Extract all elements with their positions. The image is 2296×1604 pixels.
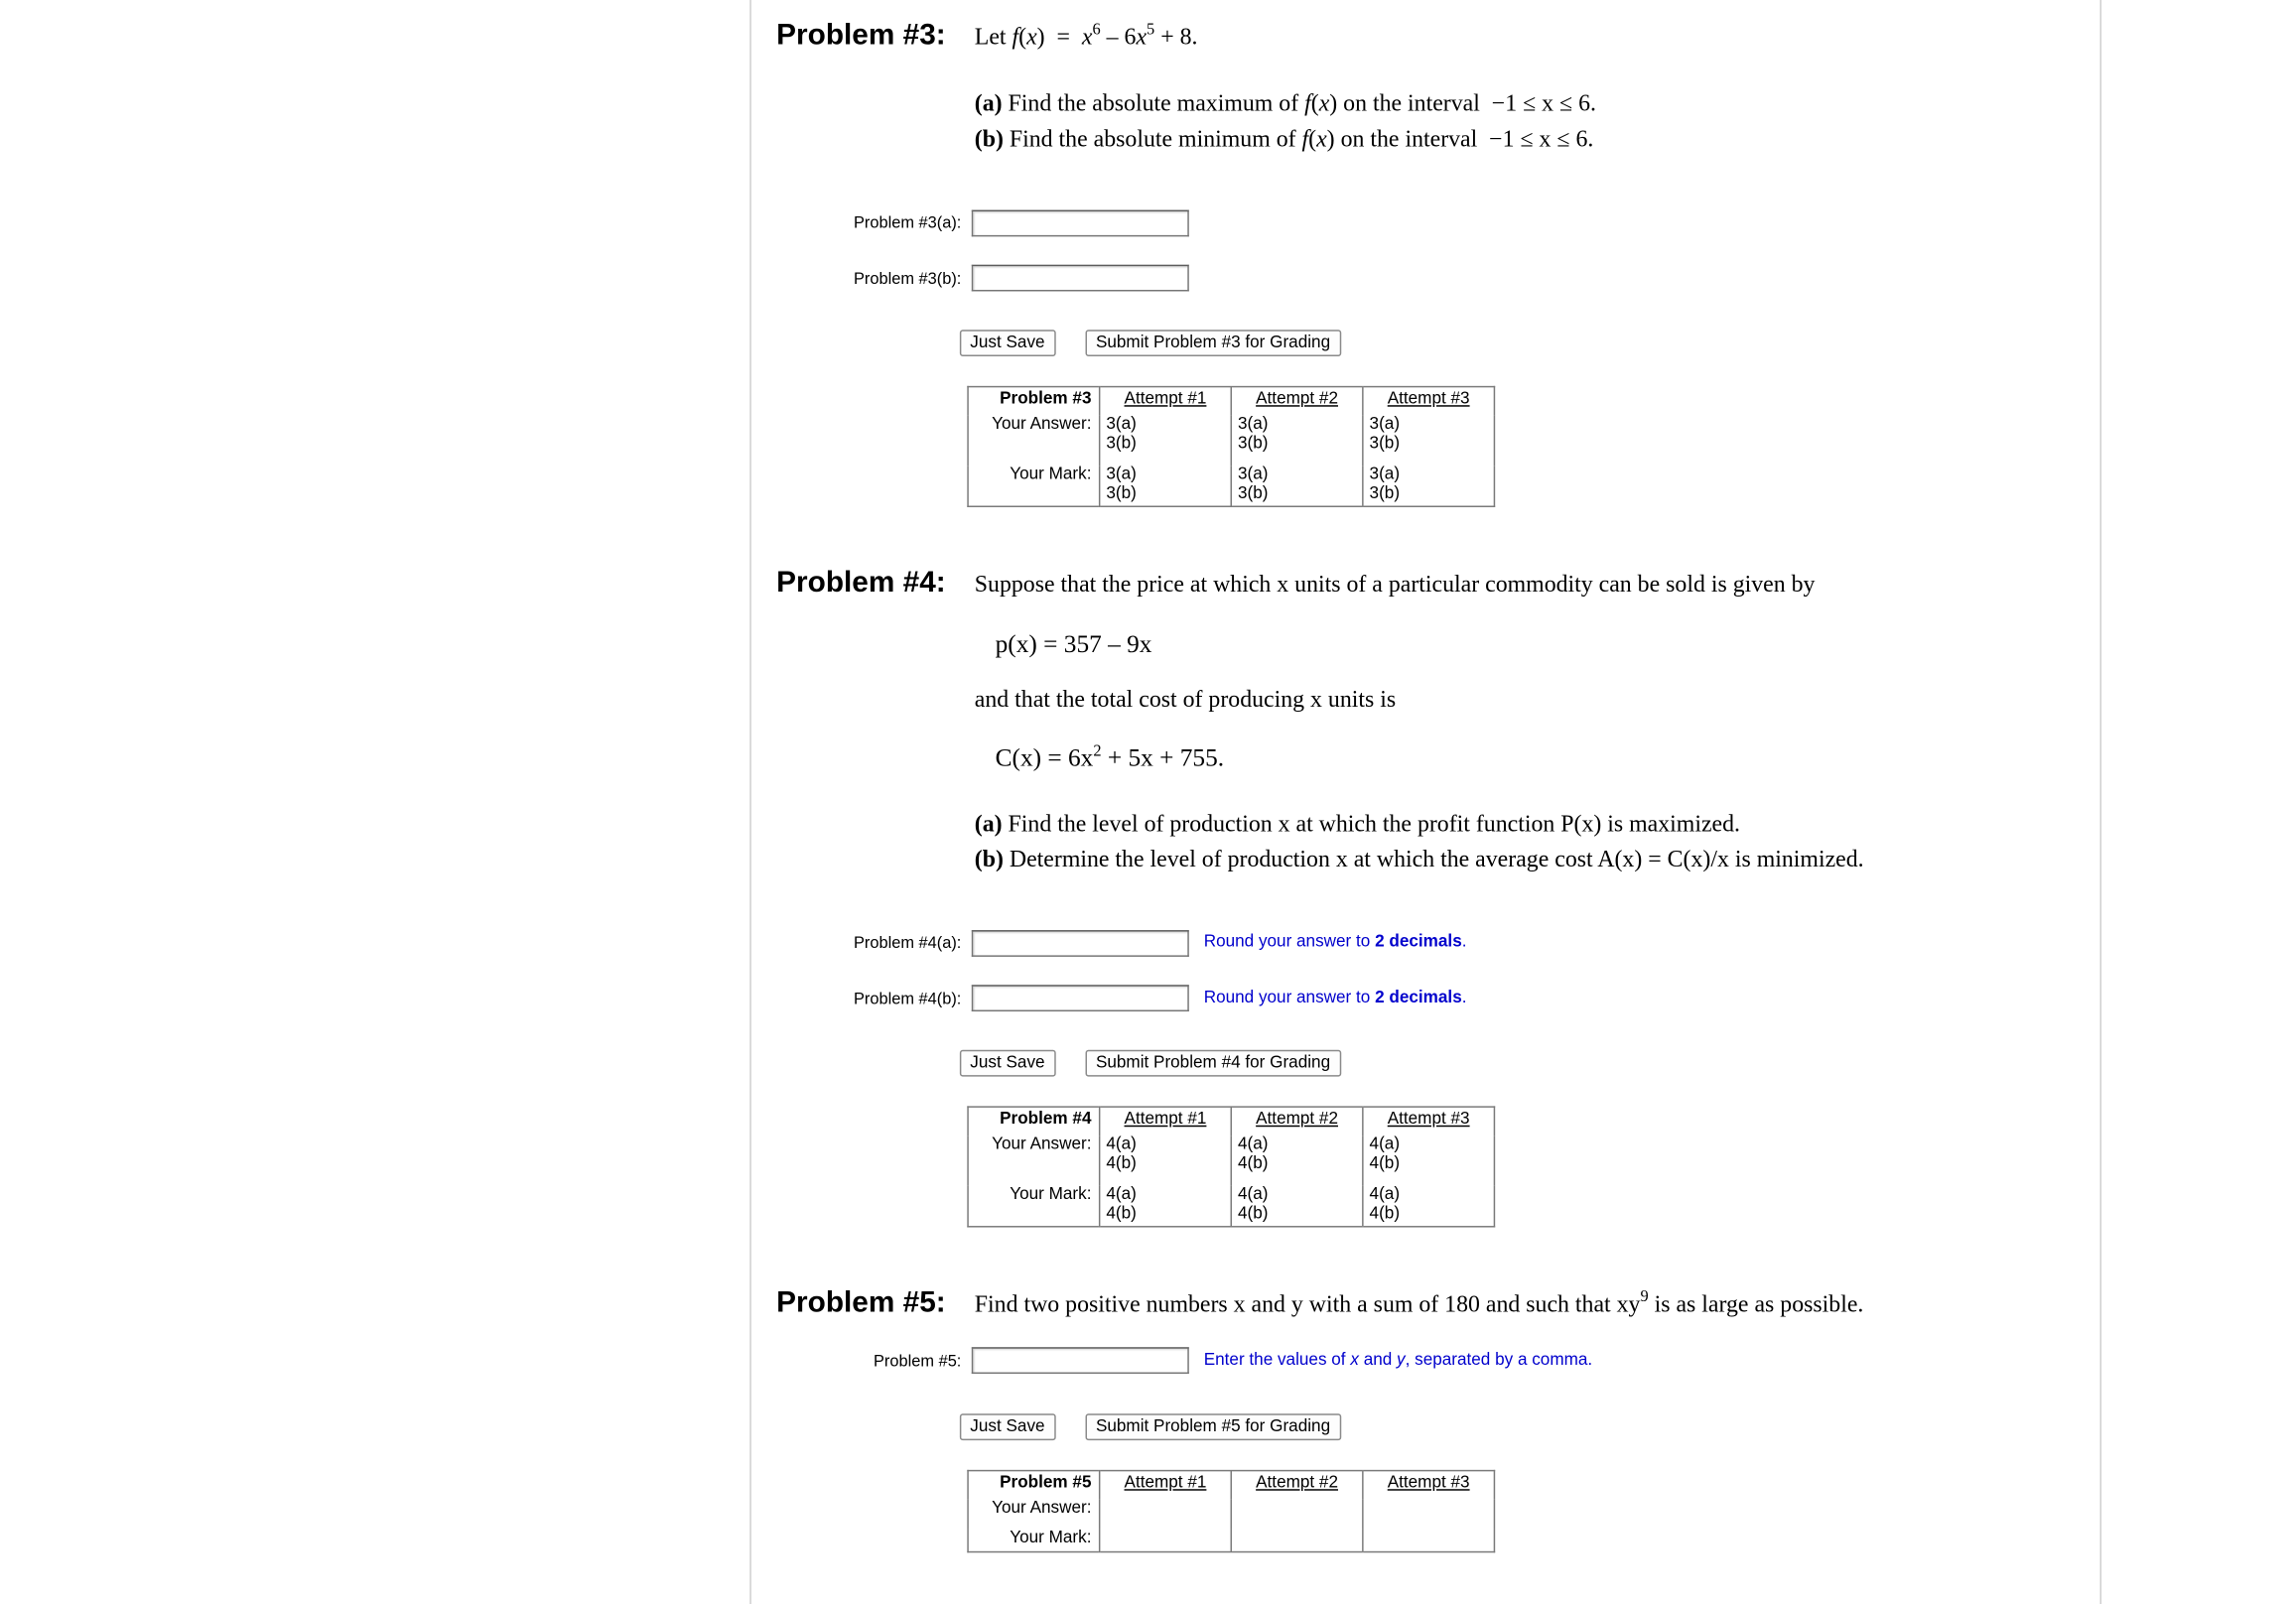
problem-4-title-label: Problem #4: — [776, 566, 946, 600]
problem-5-hint-y: y — [1397, 1351, 1406, 1370]
problem-3-part-b-text: Find the absolute minimum of — [1009, 127, 1296, 153]
problem-3-intro: Let — [974, 25, 1007, 51]
problem-4a-label — [0, 935, 961, 953]
problem-3-attempt-2-mark-a: 3(a) — [1237, 465, 1269, 483]
problem-3-part-b-interval: −1 ≤ x ≤ 6. — [1489, 127, 1594, 153]
problem-3-attempt-2-answer-a: 3(a) — [1237, 414, 1269, 433]
problem-3-part-a-interval-label: on the interval — [1343, 91, 1480, 117]
problem-4-cost-equation — [996, 743, 1224, 773]
problem-3-part-b: (b) Find the absolute minimum of f(x) on the interval −1 ≤ x ≤ 6. — [974, 127, 1594, 153]
problem-5-just-save-button[interactable]: Just Save — [960, 1413, 1055, 1440]
content-frame-right-border — [2100, 0, 2101, 1604]
problem-3a-input[interactable] — [972, 210, 1189, 237]
problem-4-part-b-label: (b) — [974, 847, 1004, 872]
problem-3-attempt-1-mark-b: 3(b) — [1106, 483, 1137, 502]
problem-5-attempt-1-tab[interactable]: Attempt #1 — [1124, 1474, 1207, 1493]
problem-3-your-mark-label: Your Mark: — [968, 466, 1100, 507]
problem-3-attempt-1-mark-a: 3(a) — [1106, 465, 1137, 483]
problem-4b-label — [0, 991, 961, 1008]
problem-3-x5: x — [1136, 25, 1148, 51]
problem-5-text-before: Find two positive numbers x and y with a sum of 180 and such that xy — [974, 1292, 1641, 1318]
problem-5-exp: 9 — [1640, 1287, 1649, 1306]
problem-5-hint-prefix: Enter the values of — [1203, 1351, 1346, 1370]
problem-3b-input[interactable] — [972, 265, 1189, 292]
problem-4-attempt-2-mark-a: 4(a) — [1237, 1185, 1269, 1203]
problem-4b-label-text: Problem #4(b): — [853, 991, 962, 1009]
problem-5-attempts-table — [967, 1470, 1495, 1552]
problem-3-title-label: Problem #3: — [776, 19, 946, 53]
problem-4-attempt-1-tab[interactable]: Attempt #1 — [1124, 1110, 1207, 1129]
problem-4-cost-lhs: C(x) = 6x — [995, 743, 1094, 772]
problem-4-part-a-text: Find the level of production x at which the profit function P(x) is maximized. — [1008, 811, 1741, 838]
problem-3-attempt-1-tab[interactable]: Attempt #1 — [1124, 390, 1207, 409]
problem-5-attempt-2-mark — [1231, 1529, 1363, 1552]
problem-3-plus8: + 8. — [1160, 25, 1198, 51]
problem-4-attempt-1-mark-a: 4(a) — [1106, 1185, 1137, 1203]
problem-3-part-b-label: (b) — [974, 127, 1004, 153]
problem-5-attempt-3-answer — [1363, 1499, 1495, 1529]
problem-3-part-a-interval: −1 ≤ x ≤ 6. — [1491, 91, 1596, 117]
problem-3-submit-button[interactable]: Submit Problem #3 for Grading — [1086, 330, 1341, 356]
problem-4-title — [776, 567, 946, 601]
problem-3-x6: x — [1081, 25, 1093, 51]
problem-3-eq: = — [1056, 25, 1070, 51]
problem-3a-label-text: Problem #3(a): — [853, 214, 962, 232]
problem-3-exp6: 6 — [1092, 20, 1101, 39]
problem-4-part-a — [975, 812, 1740, 839]
problem-4-attempt-3-tab[interactable]: Attempt #3 — [1387, 1110, 1470, 1129]
problem-5-hint-suffix: , separated by a comma. — [1405, 1351, 1593, 1370]
problem-3-part-a-label: (a) — [974, 91, 1003, 117]
problem-5-attempt-3-tab[interactable]: Attempt #3 — [1387, 1474, 1470, 1493]
problem-3-part-a-text: Find the absolute maximum of — [1008, 91, 1299, 117]
problem-4-attempt-1-answer-a: 4(a) — [1106, 1135, 1137, 1153]
problem-4a-hint — [1204, 933, 1467, 951]
problem-5-hint — [1204, 1352, 1592, 1370]
problem-5-attempt-2-tab[interactable]: Attempt #2 — [1256, 1474, 1338, 1493]
problem-4-attempt-1-mark-b: 4(b) — [1106, 1204, 1137, 1223]
problem-5-title — [776, 1286, 946, 1320]
problem-3-attempt-1-answer-b: 3(b) — [1106, 434, 1137, 453]
problem-3-attempt-1-answer-a: 3(a) — [1106, 414, 1137, 433]
problem-3-attempt-2-answer-b: 3(b) — [1237, 434, 1269, 453]
problem-4-part-b-text: Determine the level of production x at which the average cost A(x) = C(x)/x is minimized. — [1009, 847, 1864, 872]
problem-4a-hint-prefix: Round your answer to — [1203, 933, 1371, 951]
problem-4b-input[interactable] — [972, 985, 1189, 1011]
problem-3-your-answer-label: Your Answer: — [968, 415, 1100, 466]
problem-4a-label-text: Problem #4(a): — [853, 934, 962, 953]
problem-3-attempts-table — [967, 386, 1495, 507]
problem-5-input[interactable] — [972, 1347, 1189, 1374]
problem-4-your-answer-label: Your Answer: — [968, 1135, 1100, 1185]
problem-5-statement — [974, 1287, 1864, 1319]
problem-5-attempt-2-answer — [1231, 1499, 1363, 1529]
problem-4-table-header: Problem #4 — [968, 1107, 1100, 1135]
problem-3-attempt-3-answer-a: 3(a) — [1369, 414, 1401, 433]
problem-5-hint-and: and — [1363, 1351, 1393, 1370]
problem-4a-input[interactable] — [972, 930, 1189, 957]
problem-3-attempt-2-tab[interactable]: Attempt #2 — [1256, 390, 1338, 409]
problem-4-attempt-2-answer-b: 4(b) — [1237, 1153, 1269, 1172]
problem-4-attempt-3-mark-b: 4(b) — [1369, 1204, 1401, 1223]
problem-4-attempt-1-answer-b: 4(b) — [1106, 1153, 1137, 1172]
problem-3-table-header: Problem #3 — [968, 387, 1100, 415]
problem-3-attempt-3-mark-b: 3(b) — [1369, 483, 1401, 502]
problem-4-submit-button[interactable]: Submit Problem #4 for Grading — [1086, 1050, 1341, 1077]
problem-3-part-b-interval-label: on the interval — [1340, 127, 1478, 153]
problem-3-attempt-2-mark-b: 3(b) — [1237, 483, 1269, 502]
problem-4-attempt-3-answer-a: 4(a) — [1369, 1135, 1401, 1153]
problem-4-attempt-2-tab[interactable]: Attempt #2 — [1256, 1110, 1338, 1129]
problem-5-label-text: Problem #5: — [874, 1353, 962, 1372]
problem-4b-hint-prefix: Round your answer to — [1203, 989, 1371, 1007]
problem-3-f: f — [1012, 25, 1019, 51]
problem-5-your-mark-label: Your Mark: — [968, 1529, 1100, 1552]
problem-5-label — [0, 1353, 961, 1371]
problem-5-text-after: is as large as possible. — [1654, 1292, 1864, 1318]
problem-4-price-equation: p(x) = 357 – 9x — [995, 629, 1152, 658]
problem-4-attempts-table — [967, 1106, 1495, 1227]
problem-5-attempt-3-mark — [1363, 1529, 1495, 1552]
problem-3-attempt-3-tab[interactable]: Attempt #3 — [1387, 390, 1470, 409]
problem-5-table-header: Problem #5 — [968, 1471, 1100, 1499]
problem-5-submit-button[interactable]: Submit Problem #5 for Grading — [1086, 1413, 1341, 1440]
problem-3-attempt-3-mark-a: 3(a) — [1369, 465, 1401, 483]
problem-3-minus6: – 6 — [1106, 25, 1137, 51]
problem-4-attempt-2-mark-b: 4(b) — [1237, 1204, 1269, 1223]
problem-3a-label — [0, 214, 961, 232]
problem-3b-label — [0, 271, 961, 289]
problem-3-just-save-button[interactable]: Just Save — [960, 330, 1055, 356]
problem-5-attempt-1-mark — [1100, 1529, 1232, 1552]
problem-5-your-answer-label: Your Answer: — [968, 1499, 1100, 1529]
problem-4-attempt-2-answer-a: 4(a) — [1237, 1135, 1269, 1153]
problem-3-attempt-3-answer-b: 3(b) — [1369, 434, 1401, 453]
problem-4b-hint-suffix: . — [1461, 989, 1467, 1007]
problem-3-exp5: 5 — [1147, 20, 1155, 39]
problem-3-title — [776, 19, 946, 53]
problem-5-title-label: Problem #5: — [776, 1286, 946, 1319]
problem-4-part-a-label: (a) — [974, 811, 1003, 838]
problem-5-hint-x: x — [1350, 1351, 1359, 1370]
problem-4-just-save-button[interactable]: Just Save — [960, 1050, 1055, 1077]
problem-4b-hint-bold: 2 decimals — [1375, 989, 1462, 1007]
problem-4-part-b — [975, 848, 1864, 874]
problem-4-attempt-3-answer-b: 4(b) — [1369, 1153, 1401, 1172]
problem-5-attempt-1-answer — [1100, 1499, 1232, 1529]
problem-4a-hint-bold: 2 decimals — [1375, 933, 1462, 951]
problem-3-x: x — [1026, 25, 1037, 51]
problem-3-statement: Let $f(x) = x^6 - 6x^5 + 8$. — [974, 20, 1198, 51]
problem-4-your-mark-label: Your Mark: — [968, 1185, 1100, 1227]
problem-4a-hint-suffix: . — [1461, 933, 1467, 951]
problem-4-intro: Suppose that the price at which x units of a particular commodity can be sold is given by — [974, 572, 1816, 598]
problem-4-cost-intro: and that the total cost of producing x units is — [974, 687, 1397, 714]
problem-3b-label-text: Problem #3(b): — [853, 270, 962, 289]
problem-4-cost-exp: 2 — [1093, 741, 1102, 760]
problem-4-attempt-3-mark-a: 4(a) — [1369, 1185, 1401, 1203]
problem-4-cost-rhs: + 5x + 755. — [1107, 743, 1225, 772]
problem-4b-hint — [1204, 990, 1467, 1007]
problem-3-part-a: (a) Find the absolute maximum of f(x) on the interval −1 ≤ x ≤ 6. — [974, 91, 1596, 117]
